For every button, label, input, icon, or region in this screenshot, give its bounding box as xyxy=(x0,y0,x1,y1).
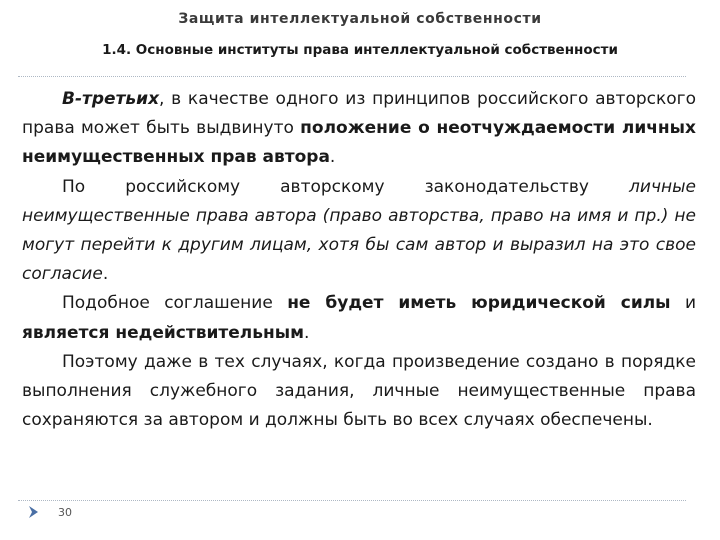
paragraph-2-italic: личные неимущественные права автора (право авторства, право на имя и пр.) не могут перейти к другим лицам, хотя бы сам автор и выразил на это свое согласие xyxy=(22,176,696,285)
slide-title: Защита интеллектуальной собственности xyxy=(178,11,542,27)
paragraph-4-text: Поэтому даже в тех случаях, когда произведение создано в порядке выполнения служебного задания, личные неимущественные права сохраняются за автором и должны быть во всех случаях обеспечены. xyxy=(22,351,696,431)
paragraph-3-emphasis-1: не будет иметь юридической силы xyxy=(287,293,671,314)
slide-body xyxy=(22,85,696,435)
paragraph-4 xyxy=(22,348,696,436)
slide-subtitle: 1.4. Основные институты права интеллектуальной собственности xyxy=(102,42,618,58)
paragraph-2 xyxy=(22,173,696,290)
paragraph-1-end: . xyxy=(329,147,336,168)
paragraph-1-emphasis: положение о неотчуждаемости личных неимущественных прав автора xyxy=(22,118,696,168)
paragraph-3-end: . xyxy=(303,322,310,343)
bottom-divider xyxy=(18,500,686,501)
paragraph-3-emphasis-2: является недействительным xyxy=(22,322,304,343)
top-divider xyxy=(18,76,686,77)
paragraph-1 xyxy=(22,85,696,173)
chevron-right-icon xyxy=(26,505,40,519)
paragraph-1-lead: В-третьих xyxy=(62,89,160,109)
paragraph-2-end: . xyxy=(102,264,109,285)
page-number: 30 xyxy=(58,506,72,519)
paragraph-2-text: По российскому авторскому законодательству xyxy=(62,176,630,197)
paragraph-3 xyxy=(22,289,696,347)
paragraph-3-text-2: и xyxy=(670,293,697,314)
paragraph-3-text: Подобное соглашение xyxy=(62,293,288,314)
paragraph-1-text: , в качестве одного из принципов российского авторского права может быть выдвинуто xyxy=(22,89,696,139)
